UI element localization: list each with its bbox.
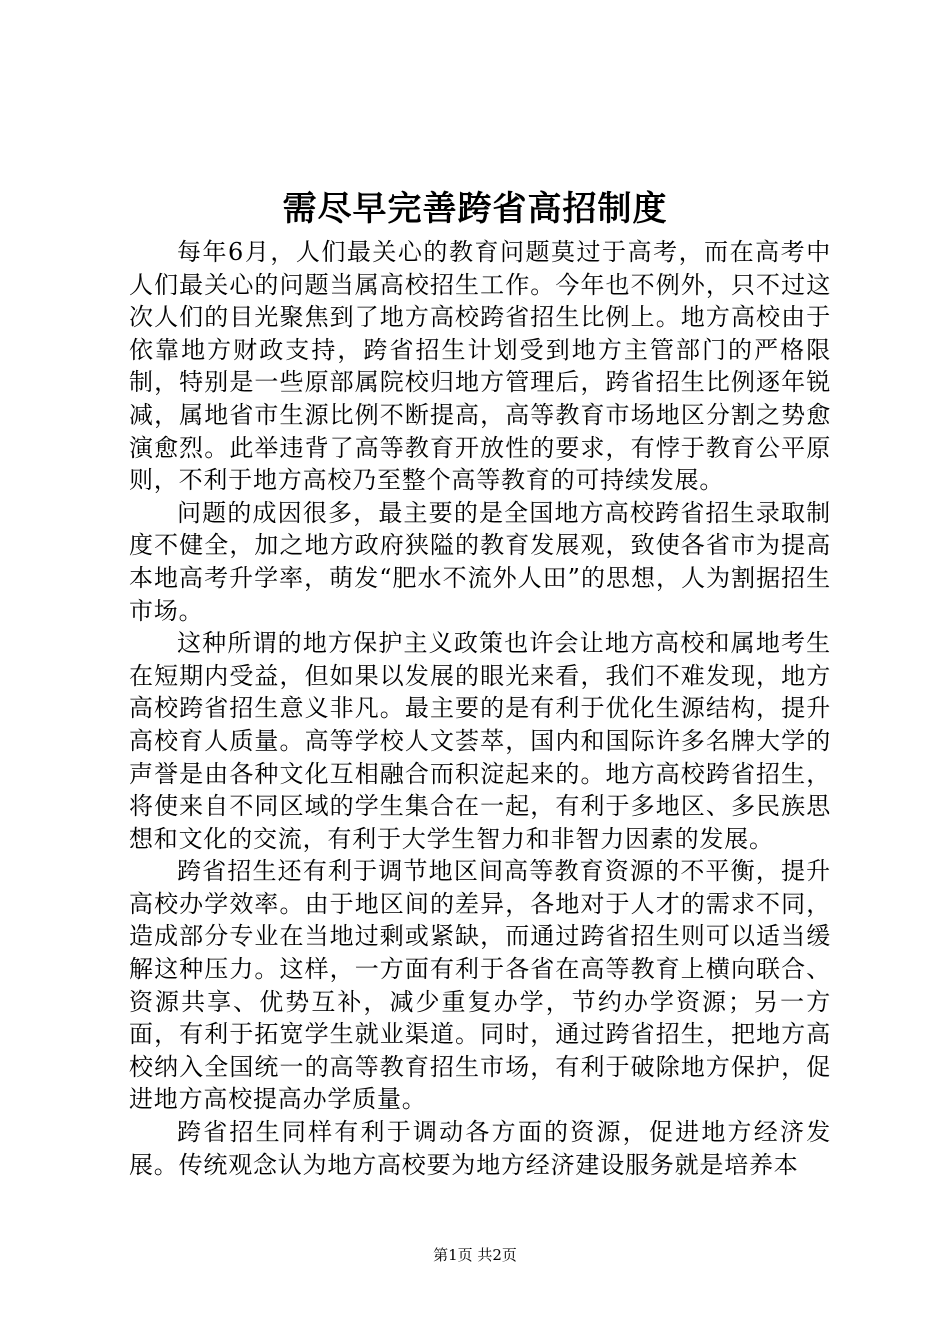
page-number-footer: 第1页 共2页 <box>433 1246 517 1264</box>
paragraph-5: 跨省招生同样有利于调动各方面的资源，促进地方经济发展。传统观念认为地方高校要为地方经济建设服务就是培养本 <box>129 1118 831 1179</box>
paragraph-1: 每年6月，人们最关心的教育问题莫过于高考，而在高考中人们最关心的问题当属高校招生工作。今年也不例外，只不过这次人们的目光聚焦到了地方高校跨省招生比例上。地方高校由于依靠地方财政支持，跨省招生计划受到地方主管部门的严格限制，特别是一些原部属院校归地方管理后，跨省招生比例逐年锐减，属地省市生源比例不断提高，高等教育市场地区分割之势愈演愈烈。此举违背了高等教育开放性的要求，有悖于教育公平原则，不利于地方高校乃至整个高等教育的可持续发展。 <box>129 238 831 495</box>
paragraph-2: 问题的成因很多，最主要的是全国地方高校跨省招生录取制度不健全，加之地方政府狭隘的教育发展观，致使各省市为提高本地高考升学率，萌发“肥水不流外人田”的思想，人为割据招生市场。 <box>129 498 831 625</box>
paragraph-3: 这种所谓的地方保护主义政策也许会让地方高校和属地考生在短期内受益，但如果以发展的眼光来看，我们不难发现，地方高校跨省招生意义非凡。最主要的是有利于优化生源结构，提升高校育人质量。高等学校人文荟萃，国内和国际许多名牌大学的声誉是由各种文化互相融合而积淀起来的。地方高校跨省招生，将使来自不同区域的学生集合在一起，有利于多地区、多民族思想和文化的交流，有利于大学生智力和非智力因素的发展。 <box>129 629 831 853</box>
document-title: 需尽早完善跨省高招制度 <box>282 189 668 229</box>
paragraph-4: 跨省招生还有利于调节地区间高等教育资源的不平衡，提升高校办学效率。由于地区间的差异，各地对于人才的需求不同，造成部分专业在当地过剩或紧缺，而通过跨省招生则可以适当缓解这种压力。这样，一方面有利于各省在高等教育上横向联合、资源共享、优势互补，减少重复办学，节约办学资源；另一方面，有利于拓宽学生就业渠道。同时，通过跨省招生，把地方高校纳入全国统一的高等教育招生市场，有利于破除地方保护，促进地方高校提高办学质量。 <box>129 857 831 1114</box>
document-body <box>129 236 831 1181</box>
